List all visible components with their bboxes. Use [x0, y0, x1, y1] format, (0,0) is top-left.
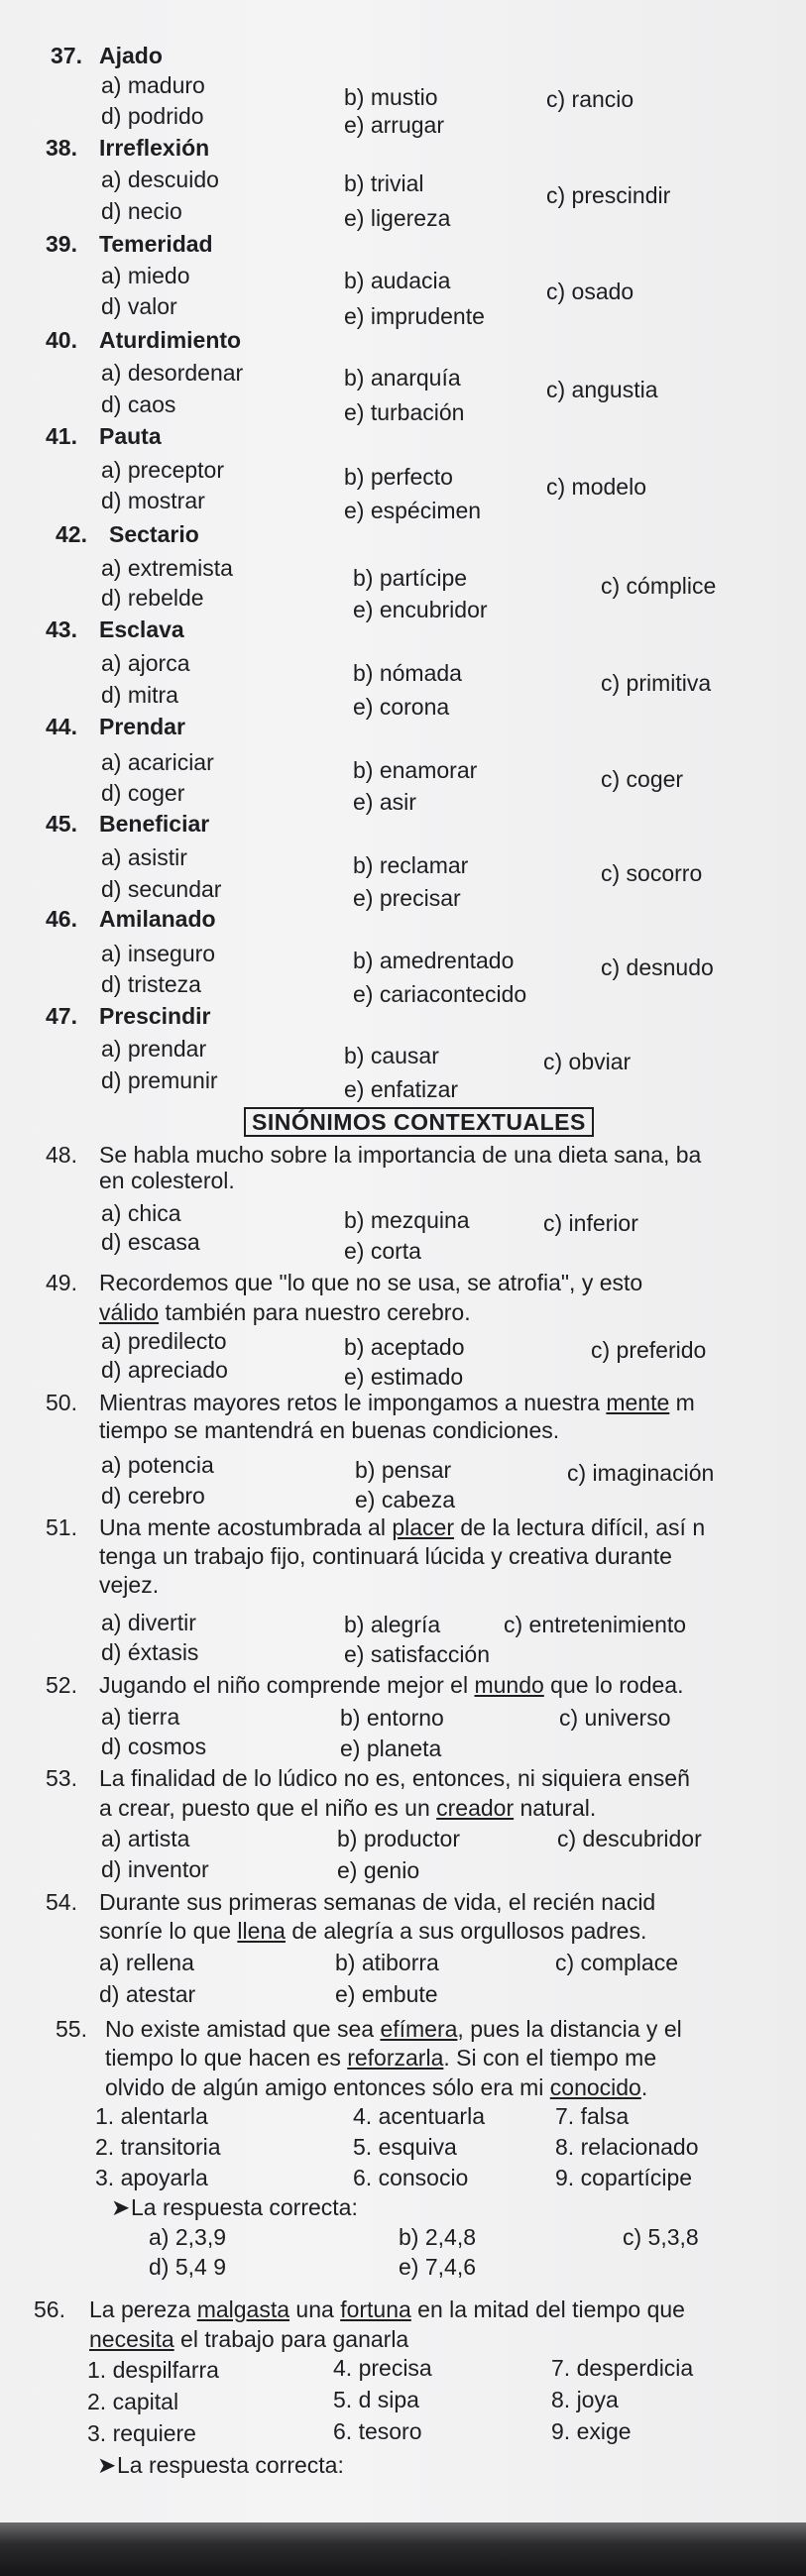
- option-c: c) socorro: [601, 860, 703, 886]
- key-word: fortuna: [340, 2296, 411, 2322]
- question-text-rest: también para nuestro cerebro.: [159, 1299, 471, 1325]
- question-number: 38.: [46, 135, 77, 161]
- key-word: mundo: [474, 1672, 544, 1698]
- option-a: a) predilecto: [101, 1328, 227, 1354]
- option-c: c) coger: [601, 766, 684, 792]
- question-number: 55.: [56, 2016, 87, 2042]
- question-number: 53.: [46, 1765, 77, 1791]
- answer-prompt: [97, 2452, 344, 2478]
- numbered-option: 3. requiere: [87, 2420, 196, 2446]
- option-c: c) 5,3,8: [623, 2224, 699, 2250]
- option-d: d) rebelde: [101, 585, 204, 611]
- option-b: b) productor: [337, 1826, 461, 1851]
- option-b: b) nómada: [353, 660, 462, 686]
- answer-label: La respuesta correcta:: [117, 2452, 344, 2478]
- option-e: e) cabeza: [355, 1487, 456, 1512]
- question-text-line-3: vejez.: [99, 1572, 160, 1598]
- numbered-option: 2. capital: [87, 2389, 179, 2414]
- option-a: a) acariciar: [101, 749, 214, 775]
- option-c: c) angustia: [546, 377, 658, 402]
- numbered-option: 9. copartícipe: [555, 2165, 693, 2190]
- option-e: e) imprudente: [344, 303, 485, 329]
- option-a: a) tierra: [101, 1704, 180, 1730]
- question-text-line-2: [105, 2045, 656, 2071]
- option-d: d) caos: [101, 392, 176, 417]
- question-number: 39.: [46, 231, 77, 257]
- option-a: a) miedo: [101, 263, 190, 288]
- question-text-line-2: [99, 1795, 596, 1821]
- option-b: b) anarquía: [344, 365, 461, 391]
- option-d: d) premunir: [101, 1067, 218, 1093]
- key-word: necesita: [89, 2326, 174, 2352]
- question-text-line-1: Recordemos que "lo que no se usa, se atrofia", y esto: [99, 1270, 643, 1295]
- question-word: Temeridad: [99, 231, 213, 257]
- question-word: Aturdimiento: [99, 327, 242, 353]
- option-b: b) amedrentado: [353, 948, 515, 973]
- question-text-part: de la lectura difícil, así n: [453, 1514, 706, 1540]
- numbered-option: 1. despilfarra: [87, 2357, 219, 2383]
- key-word: malgasta: [196, 2296, 290, 2322]
- question-number: 44.: [46, 714, 77, 739]
- option-b: b) pensar: [355, 1457, 452, 1483]
- option-a: a) divertir: [101, 1610, 196, 1635]
- option-d: d) coger: [101, 780, 185, 806]
- question-word: Pauta: [99, 423, 162, 449]
- option-b: b) aceptado: [344, 1334, 465, 1360]
- numbered-option: 7. falsa: [555, 2103, 630, 2129]
- question-word: Beneficiar: [99, 811, 210, 837]
- option-a: a) prendar: [101, 1036, 207, 1062]
- answer-label: La respuesta correcta:: [131, 2194, 358, 2220]
- numbered-option: 4. acentuarla: [353, 2103, 485, 2129]
- question-text-part: olvido de algún amigo entonces sólo era mi: [105, 2074, 550, 2100]
- arrow-bullet-icon: ➤: [97, 2452, 117, 2478]
- question-text-line-1: [99, 1390, 695, 1415]
- question-number: 40.: [46, 327, 77, 353]
- numbered-option: 2. transitoria: [95, 2134, 221, 2160]
- option-e: e) embute: [335, 1981, 438, 2007]
- option-a: a) chica: [101, 1200, 181, 1226]
- answer-prompt: [111, 2194, 358, 2220]
- option-e: e) estimado: [344, 1364, 464, 1390]
- photo-bottom-shadow: [0, 2522, 806, 2576]
- question-text-part: a crear, puesto que el niño es un: [99, 1795, 437, 1821]
- option-c: c) entretenimiento: [504, 1612, 687, 1637]
- option-d: d) 5,4 9: [149, 2254, 226, 2280]
- question-number: 54.: [46, 1889, 77, 1915]
- question-text-part: que lo rodea.: [543, 1672, 684, 1698]
- question-text-line-2: [99, 1918, 646, 1944]
- question-number: 42.: [56, 521, 87, 547]
- numbered-option: 6. consocio: [353, 2165, 469, 2190]
- question-number: 46.: [46, 906, 77, 932]
- question-text-line-1: [99, 1514, 705, 1540]
- option-c: c) obviar: [543, 1049, 632, 1074]
- question-number: 41.: [46, 423, 77, 449]
- option-c: c) osado: [546, 279, 634, 304]
- question-text-line-1: Se habla mucho sobre la importancia de una dieta sana, ba: [99, 1142, 702, 1168]
- option-e: e) genio: [337, 1857, 420, 1883]
- question-text-part: Jugando el niño comprende mejor el: [99, 1672, 475, 1698]
- option-a: a) maduro: [101, 72, 205, 98]
- option-c: c) preferido: [591, 1337, 707, 1363]
- key-word: efímera: [380, 2016, 458, 2042]
- numbered-option: 8. joya: [551, 2387, 619, 2412]
- question-text-line-2: [89, 2326, 408, 2352]
- key-word: conocido: [549, 2074, 641, 2100]
- option-b: b) causar: [344, 1043, 439, 1068]
- option-e: e) enfatizar: [344, 1076, 459, 1102]
- key-word: placer: [392, 1514, 454, 1540]
- question-text-part: sonríe lo que: [99, 1918, 238, 1944]
- question-text-line-1: [99, 1672, 683, 1698]
- option-c: c) universo: [559, 1705, 671, 1731]
- question-text-part: .: [640, 2074, 648, 2100]
- option-a: a) potencia: [101, 1452, 214, 1478]
- option-e: e) espécimen: [344, 498, 482, 523]
- question-text-part: m: [669, 1390, 695, 1415]
- option-c: c) complace: [555, 1950, 678, 1975]
- question-text-line-1: [105, 2016, 682, 2042]
- option-b: b) audacia: [344, 268, 451, 293]
- question-text-line-2: tiempo se mantendrá en buenas condiciones.: [99, 1417, 560, 1443]
- numbered-option: 4. precisa: [333, 2355, 432, 2381]
- question-number: 49.: [46, 1270, 77, 1295]
- key-word: reforzarla: [347, 2045, 444, 2071]
- option-e: e) cariacontecido: [353, 981, 527, 1007]
- option-a: a) inseguro: [101, 941, 216, 966]
- option-e: e) satisfacción: [344, 1641, 491, 1667]
- option-e: e) arrugar: [344, 112, 444, 138]
- question-number: 37.: [51, 43, 82, 68]
- option-d: d) necio: [101, 198, 182, 224]
- option-a: a) desordenar: [101, 360, 244, 386]
- option-b: b) enamorar: [353, 757, 478, 783]
- option-e: e) turbación: [344, 399, 465, 425]
- question-number: 48.: [46, 1142, 77, 1168]
- question-word: Prendar: [99, 714, 185, 739]
- option-b: b) entorno: [340, 1705, 444, 1731]
- option-d: d) apreciado: [101, 1357, 228, 1383]
- option-e: e) corta: [344, 1238, 421, 1264]
- section-title: SINÓNIMOS CONTEXTUALES: [244, 1107, 594, 1137]
- question-text-line-1: [89, 2296, 685, 2322]
- option-c: c) rancio: [546, 86, 634, 112]
- option-b: b) mustio: [344, 84, 438, 110]
- option-d: d) cerebro: [101, 1483, 205, 1509]
- question-text-part: Una mente acostumbrada al: [99, 1514, 393, 1540]
- question-text-line-2: [99, 1299, 471, 1325]
- option-b: b) atiborra: [335, 1950, 439, 1975]
- option-b: b) partícipe: [353, 565, 468, 591]
- question-text-line-1: La finalidad de lo lúdico no es, entonces, ni siquiera enseñ: [99, 1765, 690, 1791]
- option-a: a) asistir: [101, 844, 187, 870]
- option-d: d) podrido: [101, 103, 204, 129]
- option-a: a) 2,3,9: [149, 2224, 226, 2250]
- key-word: creador: [436, 1795, 515, 1821]
- numbered-option: 1. alentarla: [95, 2103, 208, 2129]
- option-d: d) valor: [101, 293, 177, 319]
- question-text-part: tiempo lo que hacen es: [105, 2045, 348, 2071]
- question-number: 45.: [46, 811, 77, 837]
- question-word: Ajado: [99, 43, 163, 68]
- question-text-part: No existe amistad que sea: [105, 2016, 381, 2042]
- option-a: a) extremista: [101, 555, 233, 581]
- option-b: b) perfecto: [344, 464, 453, 490]
- question-number: 43.: [46, 616, 77, 642]
- question-text-part: Mientras mayores retos le impongamos a nuestra: [99, 1390, 607, 1415]
- option-e: e) planeta: [340, 1736, 442, 1761]
- option-e: e) ligereza: [344, 205, 451, 231]
- question-number: 52.: [46, 1672, 77, 1698]
- option-c: c) imaginación: [567, 1460, 715, 1486]
- option-d: d) mostrar: [101, 488, 205, 513]
- numbered-option: 8. relacionado: [555, 2134, 699, 2160]
- question-number: 50.: [46, 1390, 77, 1415]
- option-e: e) precisar: [353, 885, 461, 911]
- question-text-part: en la mitad del tiempo que: [410, 2296, 685, 2322]
- arrow-bullet-icon: ➤: [111, 2194, 131, 2220]
- option-b: b) alegría: [344, 1612, 441, 1637]
- option-e: e) encubridor: [353, 597, 488, 622]
- option-a: a) ajorca: [101, 650, 190, 676]
- option-c: c) desnudo: [601, 954, 714, 980]
- question-number: 56.: [34, 2296, 65, 2322]
- key-word: válido: [99, 1299, 160, 1325]
- question-number: 47.: [46, 1003, 77, 1029]
- option-c: c) modelo: [546, 474, 646, 500]
- question-text-line-2: en colesterol.: [99, 1168, 235, 1193]
- question-text-part: el trabajo para ganarla: [173, 2326, 409, 2352]
- option-c: c) inferior: [543, 1210, 638, 1236]
- question-word: Sectario: [109, 521, 199, 547]
- option-c: c) cómplice: [601, 573, 717, 599]
- numbered-option: 9. exige: [551, 2418, 632, 2444]
- question-text-line-3: [105, 2074, 647, 2100]
- question-text-line-1: Durante sus primeras semanas de vida, el recién nacid: [99, 1889, 656, 1915]
- question-text-part: , pues la distancia y el: [457, 2016, 682, 2042]
- option-b: b) reclamar: [353, 852, 469, 878]
- question-word: Irreflexión: [99, 135, 210, 161]
- numbered-option: 5. esquiva: [353, 2134, 457, 2160]
- numbered-option: 3. apoyarla: [95, 2165, 208, 2190]
- question-text-part: de alegría a sus orgullosos padres.: [285, 1918, 647, 1944]
- key-word: mente: [606, 1390, 670, 1415]
- question-word: Amilanado: [99, 906, 216, 932]
- key-word: llena: [237, 1918, 286, 1944]
- option-c: c) primitiva: [601, 670, 712, 696]
- option-c: c) descubridor: [557, 1826, 702, 1851]
- option-b: b) trivial: [344, 170, 424, 196]
- option-d: d) escasa: [101, 1229, 200, 1255]
- option-e: e) corona: [353, 694, 450, 720]
- option-e: e) asir: [353, 789, 416, 815]
- option-d: d) cosmos: [101, 1734, 207, 1759]
- question-number: 51.: [46, 1514, 77, 1540]
- option-c: c) prescindir: [546, 182, 671, 208]
- option-b: b) 2,4,8: [399, 2224, 476, 2250]
- option-b: b) mezquina: [344, 1207, 470, 1233]
- option-d: d) secundar: [101, 876, 222, 902]
- numbered-option: 6. tesoro: [333, 2418, 422, 2444]
- question-text-part: natural.: [514, 1795, 597, 1821]
- question-text-part: una: [289, 2296, 341, 2322]
- question-word: Esclava: [99, 616, 184, 642]
- option-e: e) 7,4,6: [399, 2254, 476, 2280]
- option-d: d) atestar: [99, 1981, 196, 2007]
- numbered-option: 7. desperdicia: [551, 2355, 694, 2381]
- option-a: a) rellena: [99, 1950, 194, 1975]
- option-a: a) preceptor: [101, 457, 225, 483]
- numbered-option: 5. d sipa: [333, 2387, 419, 2412]
- question-text-part: . Si con el tiempo me: [443, 2045, 657, 2071]
- option-d: d) tristeza: [101, 971, 201, 997]
- option-a: a) descuido: [101, 167, 219, 192]
- question-word: Prescindir: [99, 1003, 211, 1029]
- question-text-line-2: tenga un trabajo fijo, continuará lúcida y creativa durante: [99, 1543, 672, 1569]
- question-text-part: La pereza: [89, 2296, 197, 2322]
- option-d: d) inventor: [101, 1856, 209, 1882]
- option-d: d) éxtasis: [101, 1639, 199, 1665]
- option-a: a) artista: [101, 1826, 190, 1851]
- option-d: d) mitra: [101, 682, 178, 708]
